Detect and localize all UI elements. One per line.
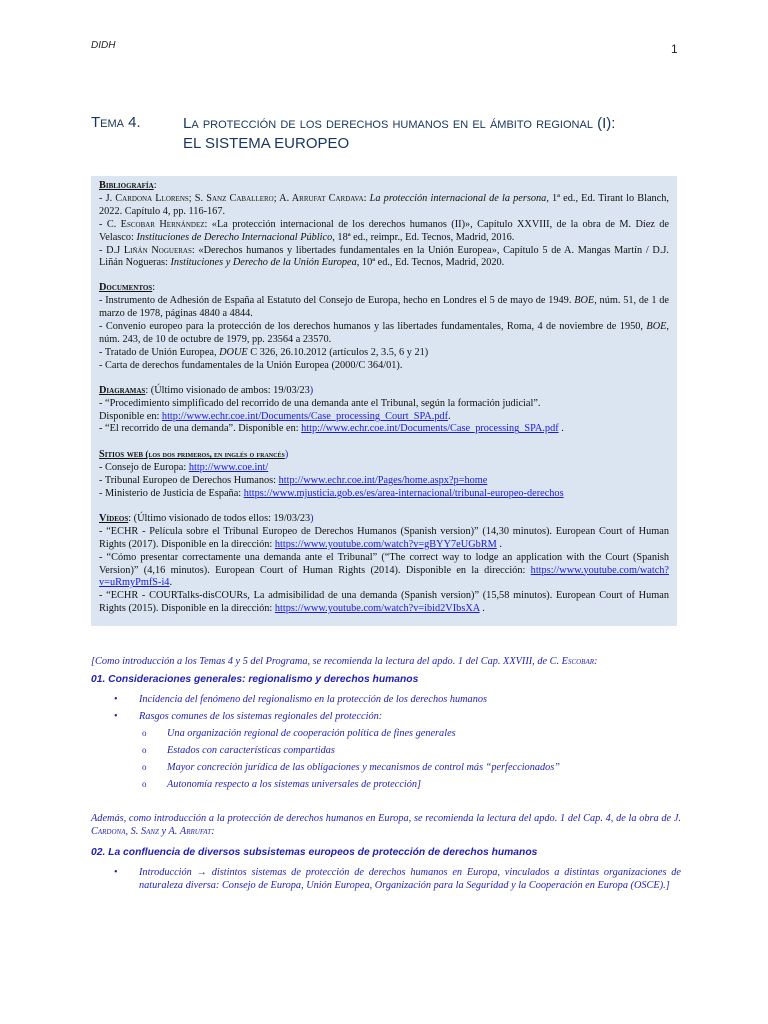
list-item: • Rasgos comunes de los sistemas regionales del protección: o Una organización regional de cooperación política de fines generales o Estados con características compartidas o Mayor concreción jurídica de las obligaciones y mecanismos de control más “perfeccionados” o Autonomía respecto a los sistemas universales de protección]: [91, 710, 681, 791]
document-item: - Convenio europeo para la protección de los derechos humanos y las libertades fundamentales, Roma, 4 de noviembre de 1950, BOE, núm. 243, de 10 de octubre de 1979, pp. 23564 a 23570.: [99, 321, 669, 345]
document-item: - Instrumento de Adhesión de España al Estatuto del Consejo de Europa, hecho en Londres el 5 de mayo de 1949. BOE, núm. 51, de 1 de marzo de 1978, páginas 4840 a 4844.: [99, 295, 669, 320]
videos-heading: Vídeos: [99, 512, 129, 524]
websites-heading: Sitios web: [99, 449, 144, 461]
sublist-item: o Una organización regional de cooperación política de fines generales: [139, 727, 681, 740]
diagram-item: - “El recorrido de una demanda”. Disponible en: http://www.echr.coe.int/Documents/Case_processing_SPA.pdf .: [99, 423, 564, 435]
documents-heading: Documentos: [99, 282, 153, 294]
website-item: - Ministerio de Justicia de España: https://www.mjusticia.gob.es/es/area-internacional/tribunal-europeo-derechos: [99, 488, 564, 500]
video-item: - “ECHR - Película sobre el Tribunal Europeo de Derechos Humanos (Spanish version)” (14,30 minutos). European Court of Human Rights (2017). Disponible en la dirección: https://www.youtube.com/watch?v=gBYY7eUGbRM .: [99, 525, 669, 550]
sublist-item: o Autonomía respecto a los sistemas universales de protección]: [139, 778, 681, 791]
intro-note-2: Además, como introducción a la protección de derechos humanos en Europa, se recomienda la lectura del apdo. 1 del Cap. 4, de la obra de J. Cardona, S. Sanz y A. Arrufat:: [91, 813, 681, 837]
section-title-02: 02. La confluencia de diversos subsistemas europeos de protección de derechos humanos: [91, 847, 538, 858]
sublist-item: o Mayor concreción jurídica de las obligaciones y mecanismos de control más “perfeccionados”: [139, 761, 681, 774]
intro-note-1: [Como introducción a los Temas 4 y 5 del Programa, se recomienda la lectura del apdo. 1 del Cap. XXVIII, de C. Escobar:: [91, 656, 598, 667]
sublist: [139, 727, 681, 791]
video-link-1[interactable]: https://www.youtube.com/watch?v=gBYY7eUGbRM: [274, 538, 497, 550]
page-number: 1: [671, 42, 678, 56]
website-item: - Consejo de Europa: http://www.coe.int/: [99, 462, 269, 474]
section-02-list: [91, 866, 681, 896]
chapter-title: [183, 114, 683, 154]
video-link-3[interactable]: https://www.youtube.com/watch?v=ibid2VIbsXA: [274, 603, 480, 615]
section-01-list: [91, 693, 681, 795]
video-item: - “ECHR - COURTalks-disCOURs, La admisibilidad de una demanda (Spanish version)” (15,58 minutos). European Court of Human Rights (2015). Disponible en la dirección: https://www.youtube.com/watch?v=ibid2VIbsXA .: [99, 590, 669, 615]
website-item: - Tribunal Europeo de Derechos Humanos: http://www.echr.coe.int/Pages/home.aspx?p=home: [99, 475, 488, 487]
list-item: • Introducción → distintos sistemas de protección de derechos humanos en Europa, vinculados a distintas organizaciones de naturaleza diversa: Consejo de Europa, Unión Europea, Organización para la Seguridad y la Cooperación en Europa (OSCE).]: [91, 866, 681, 892]
document-item: - Tratado de Unión Europea, DOUE C 326, 26.10.2012 (artículos 2, 3.5, 6 y 21): [99, 346, 429, 358]
website-link-echr[interactable]: http://www.echr.coe.int/Pages/home.aspx?p=home: [278, 475, 488, 487]
section-title-01: 01. Consideraciones generales: regionalismo y derechos humanos: [91, 674, 419, 685]
diagrams-heading: Diagramas: [99, 384, 146, 396]
chapter-title-line-1: La protección de los derechos humanos en el ámbito regional (I):: [183, 115, 616, 132]
biblio-item: - C. Escobar Hernández: «La protección internacional de los derechos humanos (II)», Capítulo XXVIII, de la obra de M. Díez de Velasco: Instituciones de Derecho Internacional Público, 18ª ed., reimpr., Ed. Tecnos, Madrid, 2016.: [99, 218, 669, 243]
biblio-item: - D.J Liñán Nogueras: «Derechos humanos y libertades fundamentales en la Unión Europea», Capítulo 5 de A. Mangas Martín / D.J. Liñán Nogueras: Instituciones y Derecho de la Unión Europea, 10ª ed., Ed. Tecnos, Madrid, 2020.: [99, 244, 669, 269]
header-label: DIDH: [91, 40, 116, 51]
chapter-title-line-2: EL SISTEMA EUROPEO: [183, 135, 350, 152]
video-link-2[interactable]: https://www.youtube.com/watch?v=uRmyPmfS-i4: [99, 564, 669, 589]
diagram-link-1[interactable]: http://www.echr.coe.int/Documents/Case_processing_Court_SPA.pdf: [161, 410, 449, 422]
diagram-link-2[interactable]: http://www.echr.coe.int/Documents/Case_processing_SPA.pdf: [301, 423, 559, 435]
website-link-mjusticia[interactable]: https://www.mjusticia.gob.es/es/area-internacional/tribunal-europeo-derechos: [243, 488, 564, 500]
website-link-coe[interactable]: http://www.coe.int/: [188, 462, 269, 474]
bibliography-box: Bibliografía: - J. Cardona Llorens; S. Sanz Caballero; A. Arrufat Cardava: La protección internacional de la persona, 1ª ed., Ed. Tirant lo Blanch, 2022. Capítulo 4, pp. 116-167. - C. Escobar Hernández: «La protección internacional de los derechos humanos (II)», Capítulo XXVIII, de la obra de M. Díez de Velasco: Instituciones de Derecho Internacional Público, 18ª ed., reimpr., Ed. Tecnos, Madrid, 2016. - D.J Liñán Nogueras: «Derechos humanos y libertades fundamentales en la Unión Europea», Capítulo 5 de A. Mangas Martín / D.J. Liñán Nogueras: Instituciones y Derecho de la Unión Europea, 10ª ed., Ed. Tecnos, Madrid, 2020. Documentos: - Instrumento de Adhesión de España al Estatuto del Consejo de Europa, hecho en Londres el 5 de mayo de 1949. BOE, núm. 51, de 1 de marzo de 1978, páginas 4840 a 4844. - Convenio europeo para la protección de los derechos humanos y las libertades fundamentales, Roma, 4 de noviembre de 1950, BOE, núm. 243, de 10 de octubre de 1979, pp. 23564 a 23570. - Tratado de Unión Europea, DOUE C 326, 26.10.2012 (artículos 2, 3.5, 6 y 21) - Carta de derechos fundamentales de la Unión Europea (2000/C 364/01). Diagramas: (Último visionado de ambos: 19/03/23) - “Procedimiento simplificado del recorrido de una demanda ante el Tribunal, según la formación judicial”. Disponible en: http://www.echr.coe.int/Documents/Case_processing_Court_SPA.pdf. - “El recorrido de una demanda”. Disponible en: http://www.echr.coe.int/Documents/Case_processing_SPA.pdf . Sitios web (los dos primeros, en inglés o francés) - Consejo de Europa: http://www.coe.int/ - Tribunal Europeo de Derechos Humanos: http://www.echr.coe.int/Pages/home.aspx?p=home - Ministerio de Justicia de España: https://www.mjusticia.gob.es/es/area-internacional/tribunal-europeo-derechos Vídeos: (Último visionado de todos ellos: 19/03/23) - “ECHR - Película sobre el Tribunal Europeo de Derechos Humanos (Spanish version)” (14,30 minutos). European Court of Human Rights (2017). Disponible en la dirección: https://www.youtube.com/watch?v=gBYY7eUGbRM . - “Cómo presentar correctamente una demanda ante el Tribunal” (“The correct way to lodge an application with the Court (Spanish Version)” (4,16 minutos). European Court of Human Rights (2014). Disponible en la dirección: https://www.youtube.com/watch?v=uRmyPmfS-i4. - “ECHR - COURTalks-disCOURs, La admisibilidad de una demanda (Spanish version)” (15,58 minutos). European Court of Human Rights (2015). Disponible en la dirección: https://www.youtube.com/watch?v=ibid2VIbsXA .: [91, 176, 677, 626]
sublist-item: o Estados con características compartidas: [139, 744, 681, 757]
biblio-item: - J. Cardona Llorens; S. Sanz Caballero; A. Arrufat Cardava: La protección internacional de la persona, 1ª ed., Ed. Tirant lo Blanch, 2022. Capítulo 4, pp. 116-167.: [99, 192, 669, 217]
list-item: • Incidencia del fenómeno del regionalismo en la protección de los derechos humanos: [91, 693, 681, 706]
chapter-number: Tema 4.: [91, 114, 141, 131]
document-item: - Carta de derechos fundamentales de la Unión Europea (2000/C 364/01).: [99, 359, 403, 371]
diagram-item: - “Procedimiento simplificado del recorrido de una demanda ante el Tribunal, según la formación judicial”. Disponible en: http://www.echr.coe.int/Documents/Case_processing_Court_SPA.pdf.: [99, 397, 541, 422]
bibliography-heading: Bibliografía: [99, 180, 154, 191]
video-item: - “Cómo presentar correctamente una demanda ante el Tribunal” (“The correct way to lodge an application with the Court (Spanish Version)” (4,16 minutos). European Court of Human Rights (2014). Disponible en la dirección: https://www.youtube.com/watch?v=uRmyPmfS-i4.: [99, 551, 669, 589]
